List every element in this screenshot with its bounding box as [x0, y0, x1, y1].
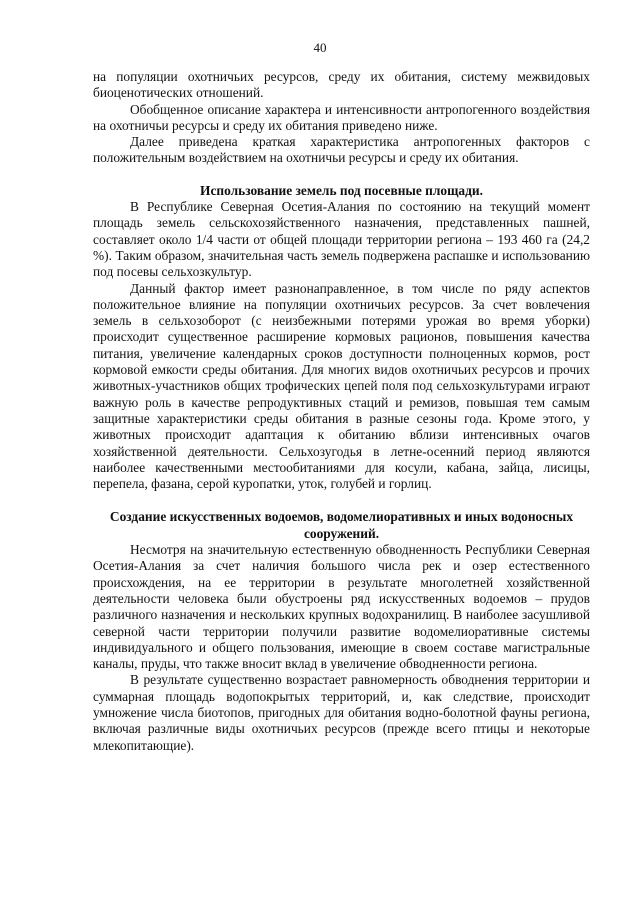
page-number: 40 — [313, 40, 327, 55]
intro-paragraph: Обобщенное описание характера и интенсивности антропогенного воздействия на охотничьи ресурсы и среду их обитания приведено ниже. — [93, 101, 590, 133]
spacer — [93, 492, 590, 509]
intro-paragraph: на популяции охотничьих ресурсов, среду их обитания, систему межвидовых биоценотических отношений. — [93, 69, 590, 101]
document-body — [93, 69, 590, 754]
body-paragraph: Данный фактор имеет разнонаправленное, в том числе по ряду аспектов положительное влияние на популяции охотничьих ресурсов. За счет вовлечения земель в сельхозоборот (с неизбежными потерями урожая во время уборки) происходит существенное расширение кормовых рационов, повышения качества питания, увеличение календарных сроков доступности полноценных кормов, рост кормовой емкости среды обитания. Для многих видов охотничьих ресурсов и прочих животных-участников общих трофических цепей поля под сельхозкультурами играют важную роль в качестве репродуктивных стаций и ремизов, повышая тем самым защитные характеристики среды обитания в разные сезоны года. Кроме этого, у животных происходит адаптация к обитанию вблизи интенсивных очагов хозяйственной деятельности. Сельхозугодья в летне-осенний период являются наиболее качественными местообитаниями для косули, кабана, зайца, лисицы, перепела, фазана, серой куропатки, уток, голубей и горлиц. — [93, 280, 590, 492]
body-paragraph: Несмотря на значительную естественную обводненность Республики Северная Осетия-Алания за счет наличия большого числа рек и озер естественного происхождения, на ее территории в результате многолетней хозяйственной деятельности человека были обустроены ряд искусственных водоемов – прудов различного назначения и нескольких крупных водохранилищ. В наиболее засушливой северной части территории получили развитие водомелиоративные системы индивидуального и общего пользования, имеющие в своем составе магистральные каналы, пруды, что также вносит вклад в увеличение обводненности региона. — [93, 542, 590, 672]
intro-paragraph: Далее приведена краткая характеристика антропогенных факторов с положительным воздействием на охотничьи ресурсы и среду их обитания. — [93, 134, 590, 166]
section-heading: Использование земель под посевные площади. — [200, 182, 483, 198]
body-paragraph: В Республике Северная Осетия-Алания по состоянию на текущий момент площадь земель сельскохозяйственного назначения, представленных пашней, составляет около 1/4 части от общей площади территории региона – 193 460 га (24,2 %). Таким образом, значительная часть земель подвержена распашке и использованию под посевы сельхозкультур. — [93, 199, 590, 280]
spacer — [93, 167, 590, 183]
body-paragraph: В результате существенно возрастает равномерность обводнения территории и суммарная площадь водопокрытых территорий, и, как следствие, происходит умножение числа биотопов, пригодных для обитания водно-болотной фауны региона, включая различные виды охотничьих ресурсов (прежде всего птицы и некоторые млекопитающие). — [93, 672, 590, 753]
section-heading: Создание искусственных водоемов, водомелиоративных и иных водоносных сооружений. — [109, 509, 574, 541]
